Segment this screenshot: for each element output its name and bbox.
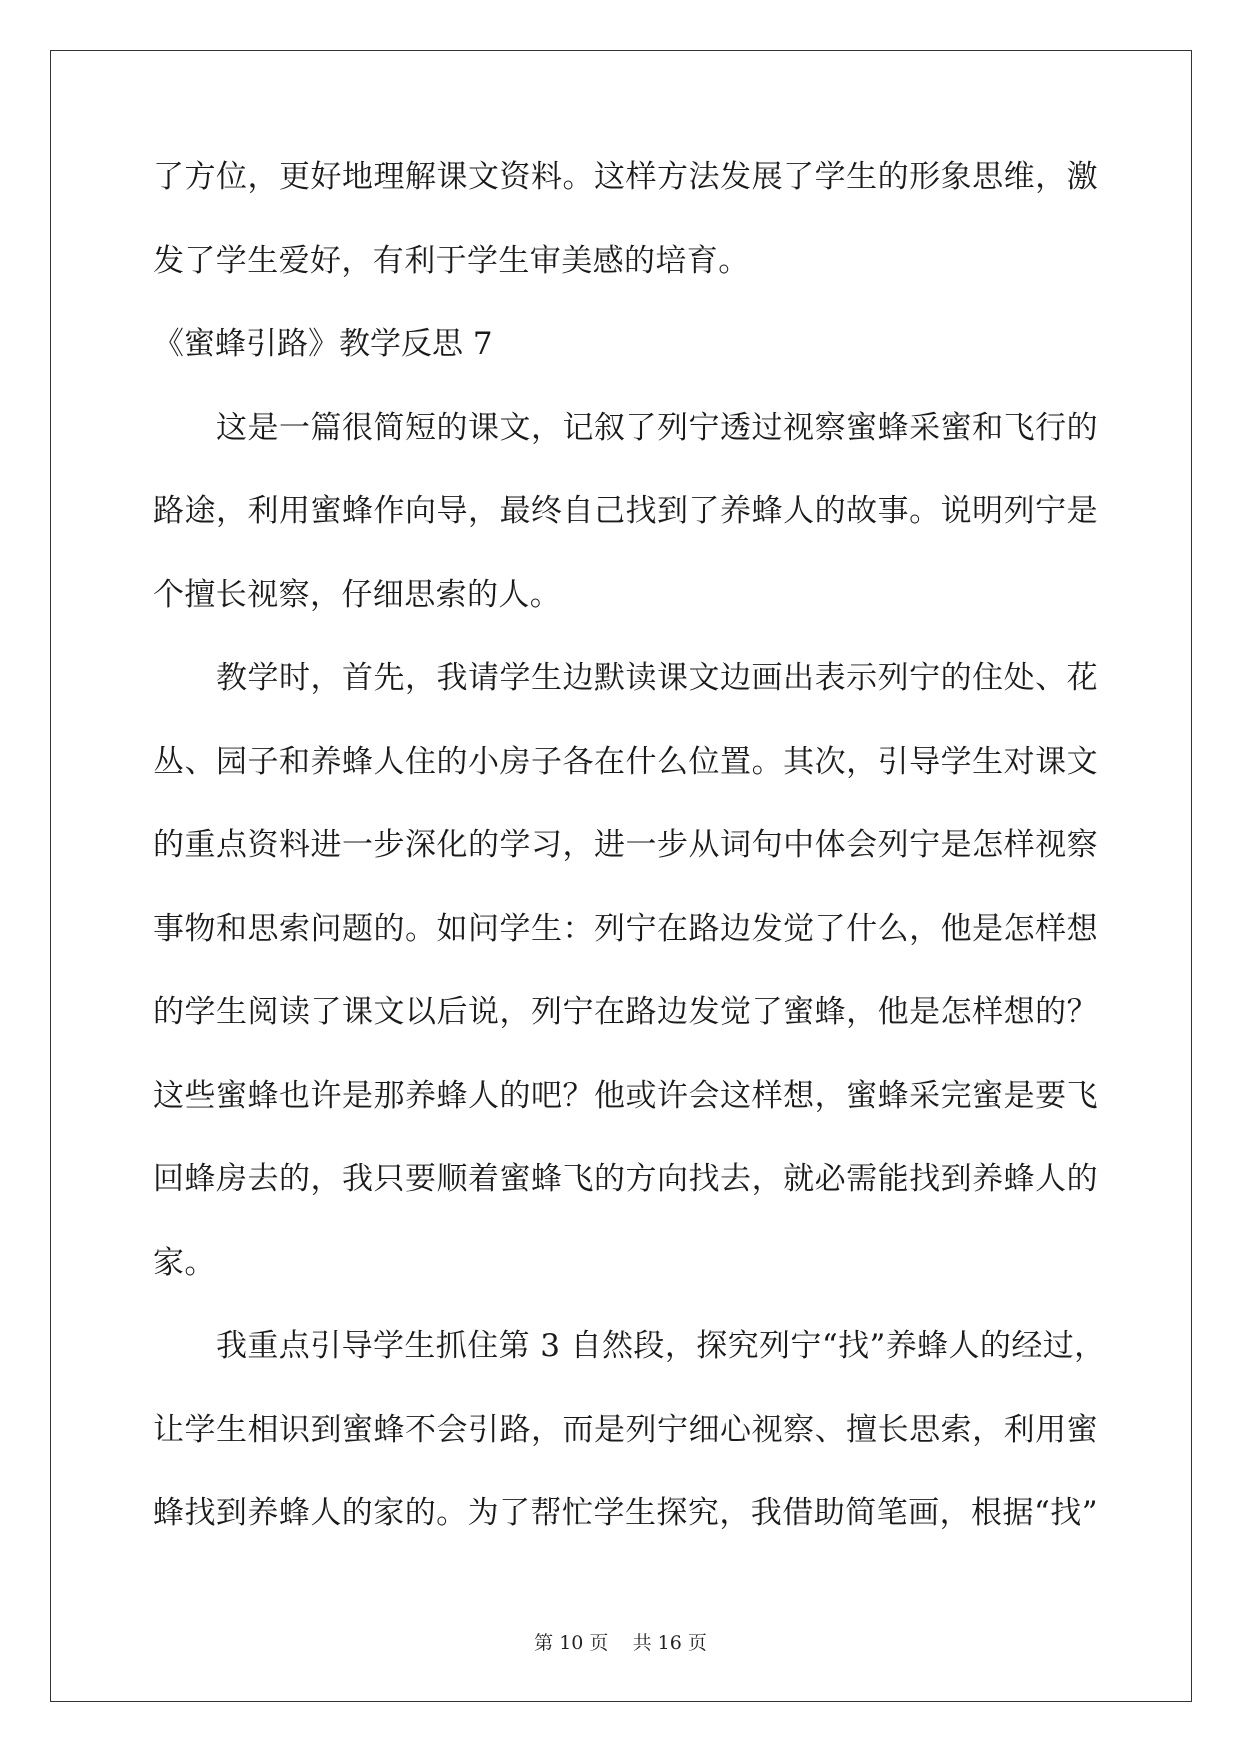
text-line: 我重点引导学生抓住第 3 自然段，探究列宁“找”养蜂人的经过，: [216, 1328, 1106, 1364]
text-line: 的学生阅读了课文以后说，列宁在路边发觉了蜜蜂，他是怎样想的？: [153, 994, 1098, 1030]
text-line: 蜂找到养蜂人的家的。为了帮忙学生探究，我借助简笔画，根据“找”: [153, 1495, 1098, 1531]
text-line: 丛、园子和养蜂人住的小房子各在什么位置。其次，引导学生对课文: [153, 743, 1098, 780]
text-line: 路途，利用蜜蜂作向导，最终自己找到了养蜂人的故事。说明列宁是: [153, 493, 1098, 529]
section-heading: 《蜜蜂引路》教学反思 7: [153, 326, 493, 362]
text-line: 了方位，更好地理解课文资料。这样方法发展了学生的形象思维，激: [153, 159, 1098, 195]
text-line: 这些蜜蜂也许是那养蜂人的吧？他或许会这样想，蜜蜂采完蜜是要飞: [153, 1077, 1098, 1114]
document-body: [153, 159, 1106, 1580]
page-number-footer: 第 10 页 共 16 页: [534, 1632, 707, 1654]
text-line: 教学时，首先，我请学生边默读课文边画出表示列宁的住处、花: [216, 660, 1098, 696]
text-line: 事物和思索问题的。如问学生：列宁在路边发觉了什么，他是怎样想: [153, 910, 1098, 947]
text-line: 这是一篇很简短的课文，记叙了列宁透过视察蜜蜂采蜜和飞行的: [216, 409, 1098, 446]
text-line: 发了学生爱好，有利于学生审美感的培育。: [153, 242, 750, 279]
text-line: 的重点资料进一步深化的学习，进一步从词句中体会列宁是怎样视察: [153, 827, 1098, 863]
text-line: 让学生相识到蜜蜂不会引路，而是列宁细心视察、擅长思索，利用蜜: [153, 1411, 1098, 1448]
text-line: 回蜂房去的，我只要顺着蜜蜂飞的方向找去，就必需能找到养蜂人的: [153, 1161, 1098, 1197]
text-line: 家。: [153, 1244, 216, 1281]
text-line: 个擅长视察，仔细思索的人。: [153, 576, 562, 613]
